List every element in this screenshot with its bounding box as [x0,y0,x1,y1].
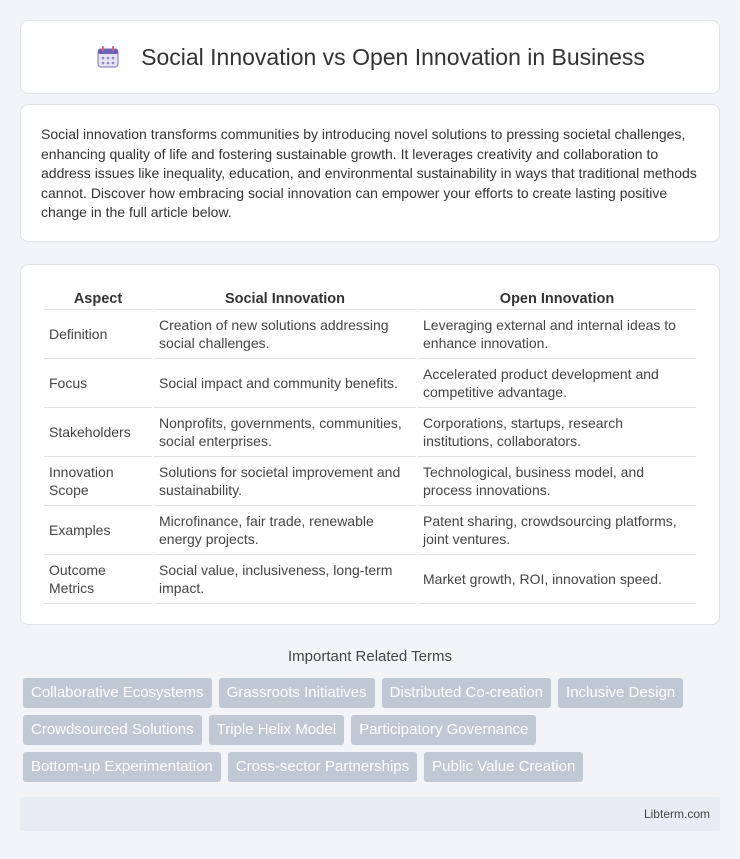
open-cell: Corporations, startups, research institutions, collaborators. [418,408,696,457]
related-term-tag[interactable]: Participatory Governance [351,715,536,745]
footer-brand-link[interactable]: Libterm.com [643,807,710,821]
related-terms-list [23,678,720,782]
open-cell: Patent sharing, crowdsourcing platforms, joint ventures. [418,506,696,555]
social-cell: Nonprofits, governments, communities, social enterprises. [154,408,416,457]
aspect-cell: Focus [44,359,152,408]
table-row [44,359,696,408]
related-term-tag[interactable]: Triple Helix Model [209,715,344,745]
aspect-cell: Stakeholders [44,408,152,457]
aspect-cell: Innovation Scope [44,457,152,506]
calendar-icon [95,44,121,70]
related-term-tag[interactable]: Distributed Co-creation [382,678,551,708]
column-header-social: Social Innovation [154,285,416,310]
column-header-aspect: Aspect [44,285,152,310]
aspect-cell: Outcome Metrics [44,555,152,604]
related-term-tag[interactable]: Public Value Creation [424,752,583,782]
related-terms-title: Important Related Terms [288,648,452,665]
table-row [44,555,696,604]
aspect-cell: Examples [44,506,152,555]
aspect-cell: Definition [44,310,152,359]
table-row [44,457,696,506]
social-cell: Social impact and community benefits. [154,359,416,408]
social-cell: Solutions for societal improvement and sustainability. [154,457,416,506]
social-cell: Microfinance, fair trade, renewable energy projects. [154,506,416,555]
related-term-tag[interactable]: Grassroots Initiatives [219,678,375,708]
open-cell: Leveraging external and internal ideas to enhance innovation. [418,310,696,359]
column-header-open: Open Innovation [418,285,696,310]
table-row [44,310,696,359]
related-term-tag[interactable]: Inclusive Design [558,678,683,708]
open-cell: Accelerated product development and competitive advantage. [418,359,696,408]
page-title: Social Innovation vs Open Innovation in Business [141,43,645,70]
page-header [20,20,720,94]
table-row [44,506,696,555]
social-cell: Social value, inclusiveness, long-term impact. [154,555,416,604]
intro-text: Social innovation transforms communities by introducing novel solutions to pressing societal challenges, enhancing quality of life and fostering sustainable growth. It leverages creativity and collaboration to address issues like inequality, education, and environmental sustainability in ways that traditional methods cannot. Discover how embracing social innovation can empower your efforts to create lasting positive change in the full article below. [41,126,697,221]
open-cell: Market growth, ROI, innovation speed. [418,555,696,604]
social-cell: Creation of new solutions addressing social challenges. [154,310,416,359]
intro-card [20,104,720,242]
open-cell: Technological, business model, and process innovations. [418,457,696,506]
related-term-tag[interactable]: Cross-sector Partnerships [228,752,417,782]
related-term-tag[interactable]: Bottom-up Experimentation [23,752,221,782]
related-term-tag[interactable]: Crowdsourced Solutions [23,715,202,745]
table-header-row [44,285,696,310]
comparison-table [42,285,698,604]
footer [20,797,720,831]
table-row [44,408,696,457]
comparison-card [20,264,720,625]
related-term-tag[interactable]: Collaborative Ecosystems [23,678,212,708]
